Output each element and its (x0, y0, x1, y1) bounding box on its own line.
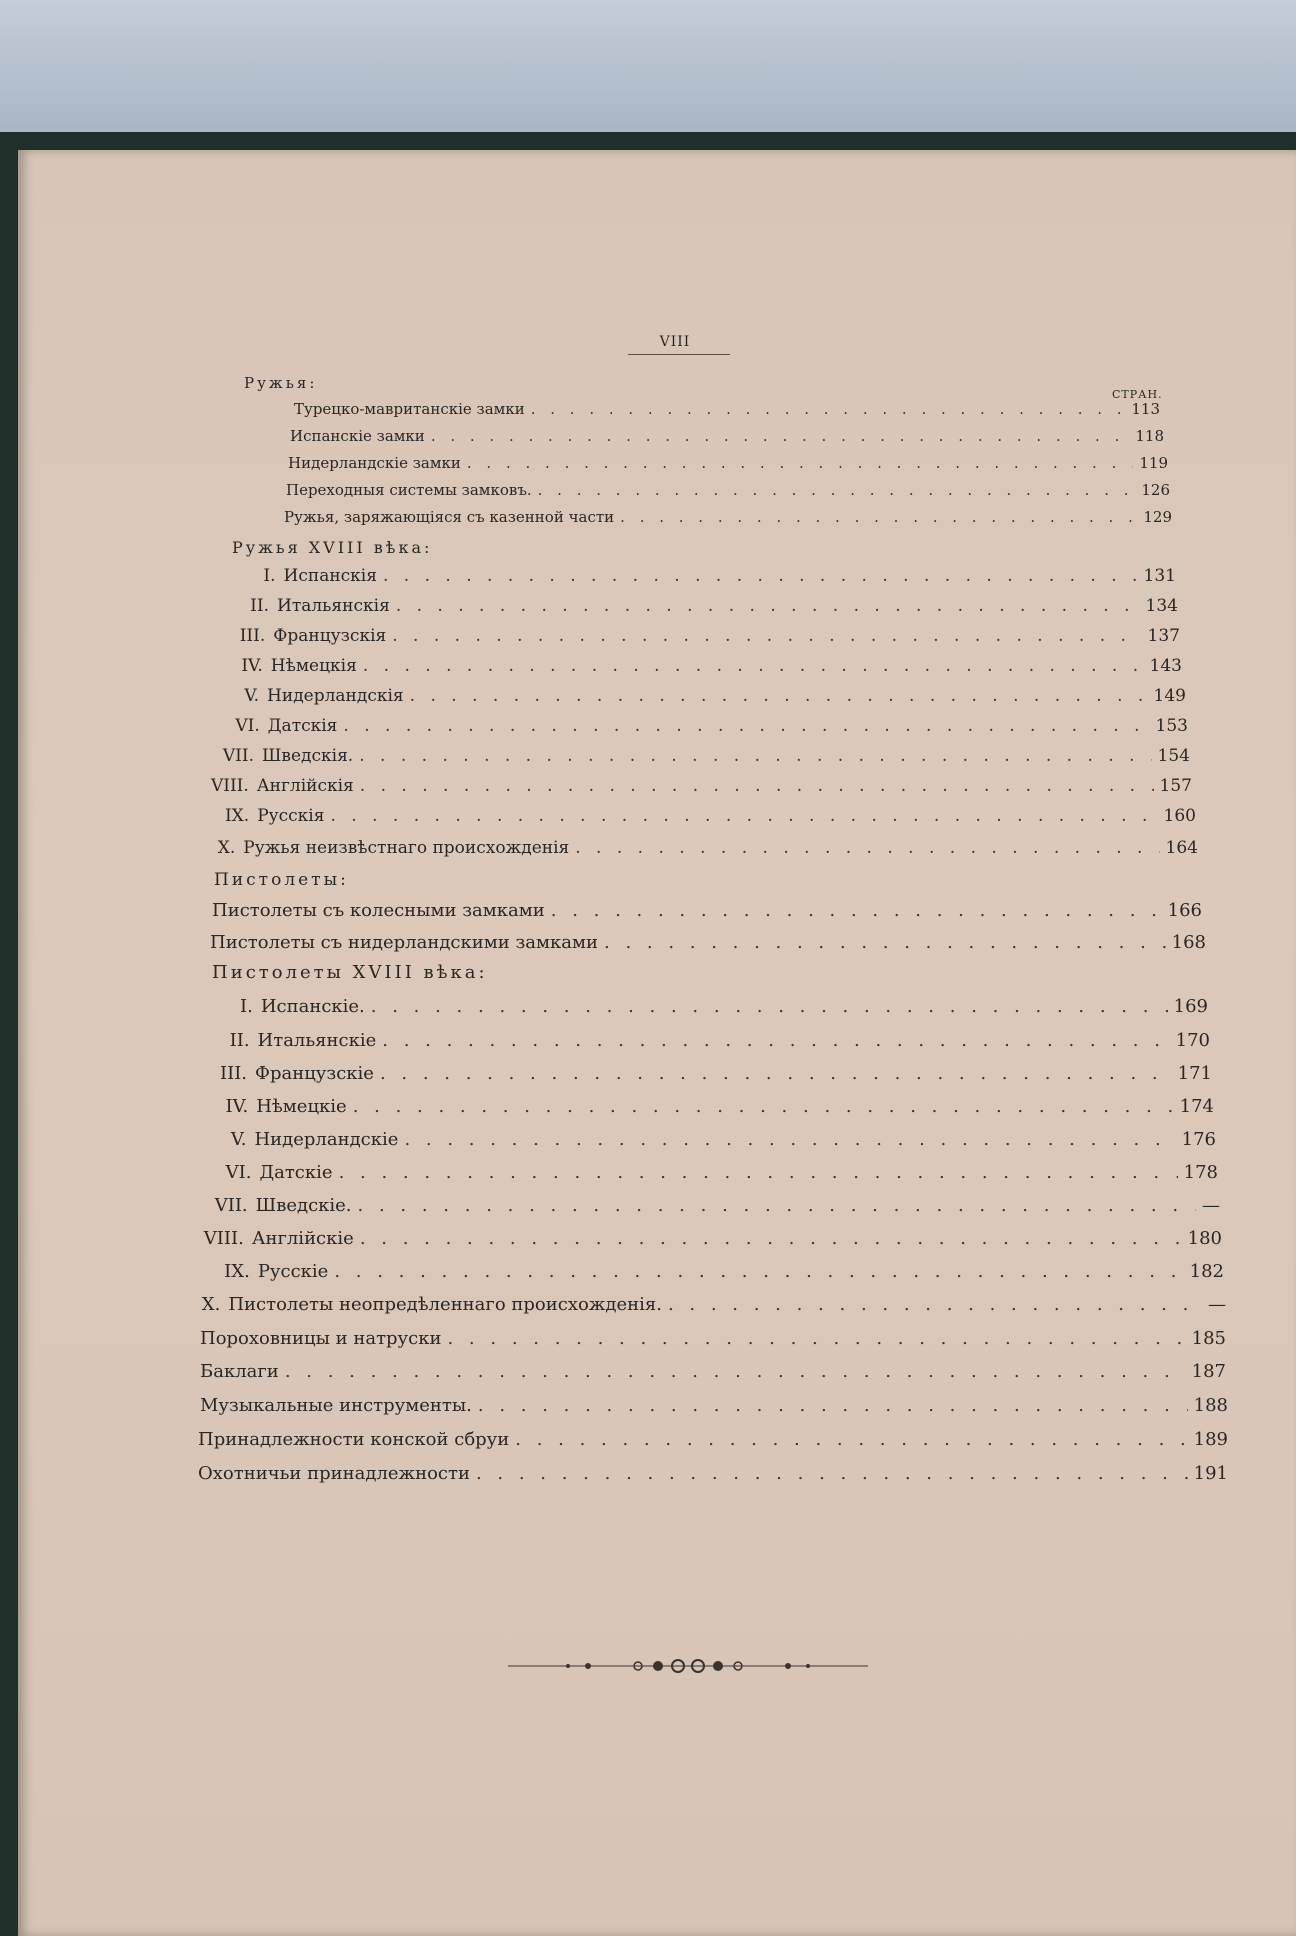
toc-entry-page-number: 164 (1165, 838, 1198, 858)
toc-entry-page-number: 187 (1191, 1361, 1226, 1382)
toc-entry (196, 806, 1196, 826)
toc-entry-numeral: IX. (224, 806, 250, 826)
toc-entry-page-number: 180 (1187, 1228, 1222, 1249)
dot-leader (334, 1261, 1183, 1282)
toc-entry-title: Датскія (267, 716, 338, 736)
toc-entry-page-number: 171 (1177, 1063, 1212, 1084)
dot-leader (371, 996, 1168, 1017)
toc-entry-title: Пороховницы и натруски (200, 1328, 442, 1349)
toc-entry-numeral: VIII. (210, 776, 249, 796)
toc-entry-title: Испанскіе. (260, 996, 365, 1017)
toc-entry (240, 566, 1176, 586)
toc-entry (284, 508, 1172, 526)
toc-entry-title: Шведскіе. (255, 1195, 352, 1216)
toc-entry-title: Англійскія (256, 776, 354, 796)
dot-leader (467, 454, 1133, 472)
page-folio: VIII (659, 334, 691, 350)
toc-entry (294, 400, 1160, 418)
photo-backdrop (0, 0, 1296, 140)
toc-entry (196, 1129, 1216, 1150)
toc-entry-numeral: VIII. (203, 1228, 244, 1249)
toc-entry-title: Русскіе (257, 1261, 329, 1282)
toc-entry-title: Охотничьи принадлежности (198, 1463, 470, 1484)
toc-entry-numeral: V. (230, 1129, 247, 1150)
toc-entry-page-number: 153 (1155, 716, 1188, 736)
toc-entry-title: Датскіе (259, 1162, 333, 1183)
dot-leader (404, 1129, 1175, 1150)
toc-entry-title: Пистолеты съ колесными замками (212, 900, 545, 921)
dot-leader (360, 1228, 1182, 1249)
dot-leader (668, 1294, 1202, 1315)
toc-entry (180, 1195, 1220, 1216)
toc-entry-numeral: IV. (225, 1096, 249, 1117)
page-column-header: СТРАН. (1112, 388, 1163, 401)
dot-leader (383, 566, 1138, 586)
dot-leader (363, 656, 1144, 676)
dot-leader (382, 1030, 1169, 1051)
toc-entry-page-number: 182 (1189, 1261, 1224, 1282)
toc-entry (194, 1063, 1212, 1084)
toc-entry-numeral: I. (263, 566, 276, 586)
toc-entry (198, 1429, 1228, 1450)
toc-entry-numeral: IX. (224, 1261, 250, 1282)
toc-entry-page-number: 118 (1135, 427, 1164, 445)
toc-entry-title: Турецко-мавританскіе замки (294, 400, 525, 418)
toc-entry (290, 427, 1164, 445)
dot-leader (396, 596, 1140, 616)
dot-leader (358, 1195, 1196, 1216)
toc-entry-title: Принадлежности конской сбруи (198, 1429, 510, 1450)
toc-entry-page-number: 176 (1181, 1129, 1216, 1150)
toc-entry-page-number: 137 (1147, 626, 1180, 646)
dot-leader (339, 1162, 1178, 1183)
toc-entry-page-number: 189 (1193, 1429, 1228, 1450)
toc-entry-page-number: 178 (1183, 1162, 1218, 1183)
dot-leader (447, 1328, 1185, 1349)
toc-entry-numeral: VI. (225, 1162, 252, 1183)
toc-entry-page-number: 170 (1175, 1030, 1210, 1051)
toc-entry-page-number: 168 (1171, 932, 1206, 953)
toc-section-heading: Пистолеты: (214, 870, 349, 890)
dot-leader (575, 838, 1159, 858)
dot-leader (360, 776, 1154, 796)
toc-entry-page-number: 191 (1193, 1463, 1228, 1484)
toc-entry-title: Пистолеты неопредѣленнаго происхожденія. (228, 1294, 662, 1315)
toc-section-heading: Пистолеты XVIII вѣка: (212, 962, 488, 983)
dot-leader (478, 1395, 1188, 1416)
toc-entry-title: Русскія (257, 806, 325, 826)
toc-entry-page-number: 129 (1143, 508, 1172, 526)
dot-leader (410, 686, 1148, 706)
toc-entry-numeral: V. (244, 686, 260, 706)
toc-entry-numeral: VII. (222, 746, 254, 766)
toc-entry-page-number: 131 (1143, 566, 1176, 586)
dot-leader (604, 932, 1166, 953)
toc-entry (208, 746, 1190, 766)
toc-entry-page-number: 126 (1141, 481, 1170, 499)
toc-entry (174, 1294, 1226, 1315)
toc-entry-numeral: II. (229, 1030, 250, 1051)
dot-leader (551, 900, 1162, 921)
toc-entry-title: Испанскія (283, 566, 377, 586)
dot-leader (380, 1063, 1172, 1084)
toc-entry-numeral: III. (239, 626, 266, 646)
dot-leader (431, 427, 1130, 445)
dot-leader (353, 1096, 1174, 1117)
toc-entry-page-number: 134 (1145, 596, 1178, 616)
toc-entry-page-number: — (1208, 1294, 1226, 1315)
toc-entry (198, 1463, 1228, 1484)
toc-entry (200, 1361, 1226, 1382)
toc-entry-numeral: IV. (241, 656, 263, 676)
toc-entry-title: Переходныя системы замковъ. (286, 481, 532, 499)
toc-entry (214, 996, 1208, 1017)
toc-section-heading: Ружья: (244, 374, 318, 392)
toc-entry-numeral: VII. (214, 1195, 248, 1216)
toc-entry-page-number: 143 (1149, 656, 1182, 676)
toc-entry-title: Нѣмецкія (270, 656, 357, 676)
toc-entry-page-number: 119 (1139, 454, 1168, 472)
toc-entry (234, 596, 1178, 616)
toc-entry-page-number: 157 (1159, 776, 1192, 796)
toc-entry (192, 1096, 1214, 1117)
end-ornament (508, 1656, 868, 1676)
toc-entry (226, 656, 1182, 676)
toc-entry-page-number: — (1202, 1195, 1220, 1216)
toc-entry-title: Нидерландскія (267, 686, 404, 706)
dot-leader (620, 508, 1137, 526)
toc-entry-title: Англійскіе (251, 1228, 354, 1249)
toc-entry-title: Музыкальные инструменты. (200, 1395, 472, 1416)
toc-entry-title: Итальянскія (277, 596, 390, 616)
toc-entry-title: Ружья, заряжающіяся съ казенной части (284, 508, 615, 526)
toc-entry-numeral: III. (219, 1063, 248, 1084)
dot-leader (515, 1429, 1187, 1450)
dot-leader (531, 400, 1126, 418)
toc-entry-title: Итальянскіе (257, 1030, 377, 1051)
toc-entry-title: Баклаги (200, 1361, 279, 1382)
toc-entry-page-number: 166 (1167, 900, 1202, 921)
toc-entry (286, 481, 1170, 499)
toc-entry (230, 626, 1180, 646)
toc-entry-title: Испанскіе замки (290, 427, 425, 445)
toc-entry-title: Ружья неизвѣстнаго происхожденія (243, 838, 570, 858)
toc-entry-numeral: VI. (235, 716, 260, 736)
toc-entry-title: Нидерландскіе (254, 1129, 399, 1150)
dot-leader (285, 1361, 1186, 1382)
toc-entry-title: Французскіе (255, 1063, 374, 1084)
toc-entry (170, 1228, 1222, 1249)
toc-entry-title: Шведскія. (262, 746, 354, 766)
toc-entry (194, 776, 1192, 796)
dot-leader (359, 746, 1151, 766)
toc-entry-title: Французскія (273, 626, 387, 646)
toc-section-heading: Ружья XVIII вѣка: (232, 538, 433, 557)
toc-entry (194, 838, 1198, 858)
toc-entry-title: Пистолеты съ нидерландскими замками (210, 932, 598, 953)
dot-leader (476, 1463, 1188, 1484)
toc-entry (218, 716, 1188, 736)
folio-rule (628, 354, 730, 355)
toc-entry-numeral: X. (201, 1294, 221, 1315)
toc-entry (212, 900, 1202, 921)
toc-entry-numeral: I. (239, 996, 253, 1017)
toc-entry-page-number: 113 (1131, 400, 1160, 418)
toc-entry (180, 1261, 1224, 1282)
toc-entry-page-number: 154 (1157, 746, 1190, 766)
toc-entry-title: Нидерландскіе замки (288, 454, 461, 472)
dot-leader (392, 626, 1141, 646)
toc-entry-title: Нѣмецкіе (256, 1096, 347, 1117)
toc-entry-page-number: 149 (1153, 686, 1186, 706)
toc-entry-page-number: 188 (1193, 1395, 1228, 1416)
toc-entry-page-number: 160 (1163, 806, 1196, 826)
toc-entry (200, 1395, 1228, 1416)
toc-entry-page-number: 185 (1191, 1328, 1226, 1349)
toc-entry (194, 1162, 1218, 1183)
dot-leader (538, 481, 1136, 499)
toc-entry (222, 686, 1186, 706)
toc-entry (200, 1328, 1226, 1349)
toc-entry (288, 454, 1168, 472)
toc-entry-page-number: 174 (1179, 1096, 1214, 1117)
dot-leader (330, 806, 1157, 826)
toc-entry-numeral: II. (250, 596, 270, 616)
toc-entry (210, 932, 1206, 953)
toc-entry-page-number: 169 (1173, 996, 1208, 1017)
toc-entry-numeral: X. (217, 838, 236, 858)
toc-entry (204, 1030, 1210, 1051)
dot-leader (343, 716, 1149, 736)
